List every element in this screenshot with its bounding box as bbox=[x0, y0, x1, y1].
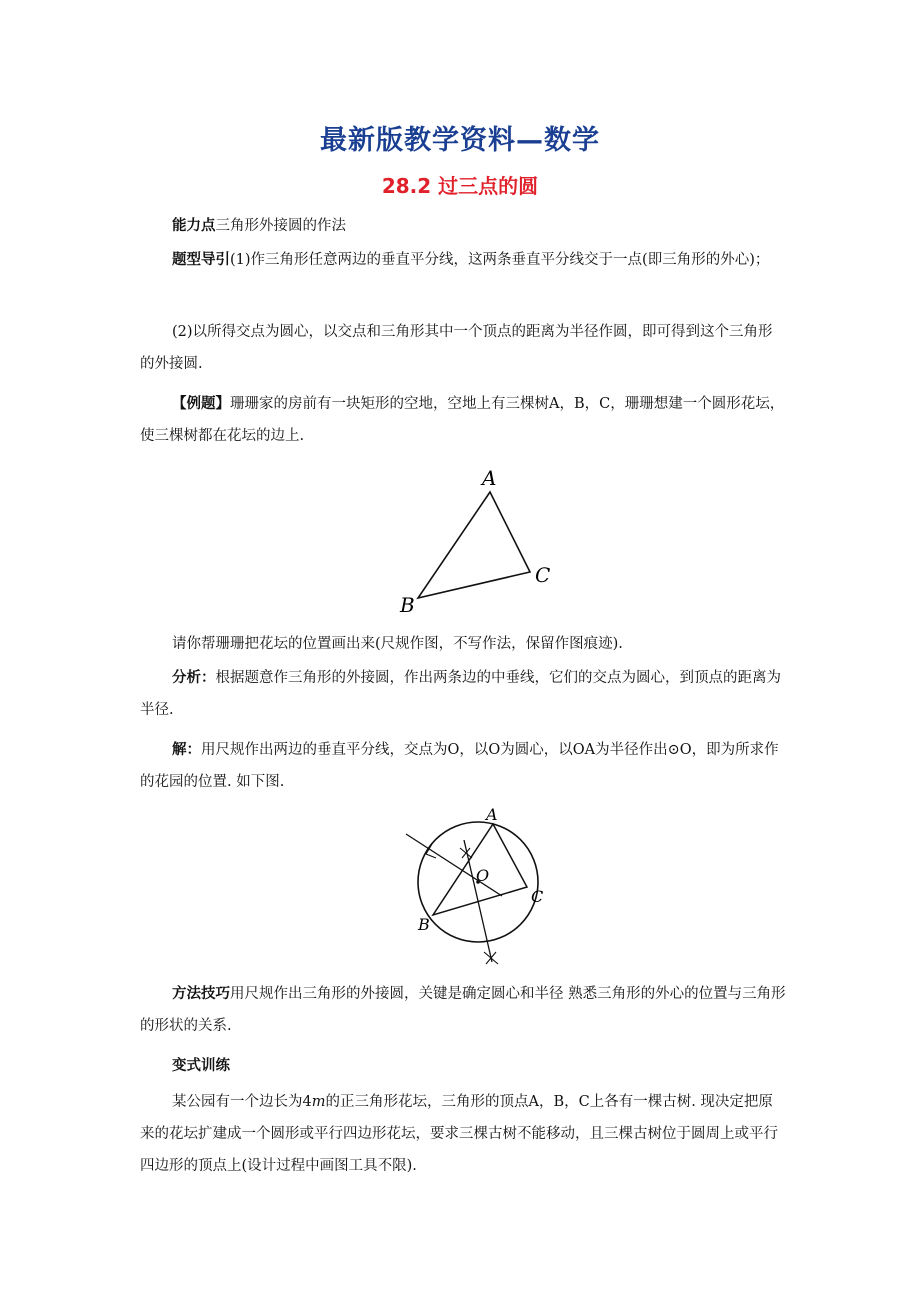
analysis-paragraph bbox=[140, 662, 786, 726]
example-request: 请你帮珊珊把花坛的位置画出来(尺规作图，不写作法，保留作图痕迹). bbox=[172, 636, 623, 652]
variant-label: 变式训练 bbox=[172, 1058, 230, 1074]
variant-text-start: 某公园有一个边长为4 bbox=[172, 1094, 312, 1110]
analysis-text: 根据题意作三角形的外接圆，作出两条边的中垂线，它们的交点为圆心，到顶点的距离为半径. bbox=[140, 670, 781, 718]
bisector-bc bbox=[464, 840, 492, 962]
example-label: 【例题】 bbox=[172, 396, 230, 412]
guide-paragraph bbox=[140, 244, 786, 276]
circumcircle-figure bbox=[400, 802, 560, 972]
solution-text: 用尺规作出两边的垂直平分线，交点为O，以O为圆心，以OA为半径作出⊙O，即为所求作的花园的位置. 如下图. bbox=[140, 742, 779, 790]
document-header-title: 最新版教学资料—数学 bbox=[320, 125, 600, 156]
label-a: A bbox=[482, 466, 497, 490]
label-b: B bbox=[400, 593, 415, 617]
label-c: C bbox=[535, 563, 551, 587]
triangle-figure bbox=[380, 462, 570, 622]
variant-text-end: 的正三角形花坛，三角形的顶点A，B，C上各有一棵古树. 现决定把原来的花坛扩建成一个圆形或平行四边形花坛，要求三棵古树不能移动，且三棵古树位于圆周上或平行四边形的顶点上(设计过程中画图工具不限). bbox=[140, 1094, 778, 1174]
guide-step1: (1)作三角形任意两边的垂直平分线，这两条垂直平分线交于一点(即三角形的外心)； bbox=[230, 252, 770, 268]
method-paragraph bbox=[140, 978, 786, 1042]
method-text: 用尺规作出三角形的外接圆，关键是确定圆心和半径 熟悉三角形的外心的位置与三角形的形状的关系. bbox=[140, 986, 786, 1034]
guide-label: 题型导引 bbox=[172, 252, 230, 268]
variant-paragraph bbox=[140, 1086, 786, 1182]
variant-heading bbox=[140, 1050, 786, 1082]
label-c: C bbox=[531, 887, 544, 906]
compass-arc bbox=[484, 952, 498, 964]
solution-label: 解： bbox=[172, 742, 201, 758]
bisector-arrow bbox=[426, 844, 436, 858]
guide-step2-paragraph: (2)以所得交点为圆心，以交点和三角形其中一个顶点的距离为半径作圆，即可得到这个三角形的外接圆. bbox=[140, 324, 773, 372]
analysis-label: 分析： bbox=[172, 670, 216, 686]
example-text: 珊珊家的房前有一块矩形的空地，空地上有三棵树A，B，C，珊珊想建一个圆形花坛，使三棵树都在花坛的边上. bbox=[140, 396, 785, 444]
label-b: B bbox=[418, 915, 430, 934]
label-a: A bbox=[486, 805, 498, 824]
solution-paragraph bbox=[140, 734, 786, 798]
variant-unit: m bbox=[311, 1094, 326, 1110]
section-title: 28.2 过三点的圆 bbox=[381, 174, 539, 198]
ability-text: 三角形外接圆的作法 bbox=[215, 218, 346, 234]
ability-label: 能力点 bbox=[172, 218, 216, 234]
triangle-abc bbox=[418, 492, 530, 598]
label-o: O bbox=[476, 866, 490, 885]
method-label: 方法技巧 bbox=[172, 986, 230, 1002]
ability-paragraph bbox=[140, 210, 786, 242]
example-paragraph bbox=[140, 388, 786, 452]
